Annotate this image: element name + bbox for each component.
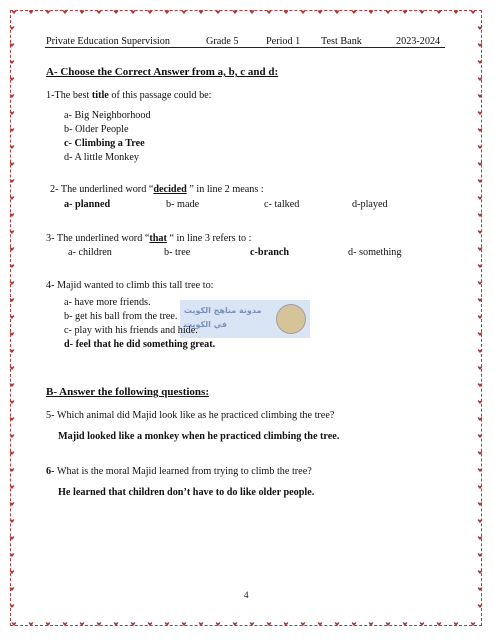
watermark-line-2: في الكويت — [184, 320, 228, 329]
q4-option-d: d- feel that he did something great. — [64, 339, 216, 350]
q4-option-c: c- play with his friends and hide. — [64, 325, 198, 336]
header-period: Period 1 — [266, 36, 301, 47]
q2-option-a: a- planned — [64, 199, 111, 210]
q1-option-d: d- A little Monkey — [64, 152, 139, 163]
header-year: 2023-2024 — [396, 36, 441, 47]
q1-stem-post: of this passage could be: — [108, 90, 212, 101]
q2-stem-pre: 2- The underlined word “ — [50, 184, 154, 195]
q6-number: 6- — [46, 466, 55, 477]
q1-option-c: c- Climbing a Tree — [64, 138, 145, 149]
q4-option-b: b- get his ball from the tree. — [64, 311, 178, 322]
q3-stem-pre: 3- The underlined word “ — [46, 233, 150, 244]
q1-stem-pre: 1-The best — [46, 90, 92, 101]
header-grade: Grade 5 — [206, 36, 239, 47]
q3-stem-post: “ in line 3 refers to : — [166, 233, 252, 244]
section-b-heading: B- Answer the following questions: — [46, 386, 209, 398]
q4-stem: 4- Majid wanted to climb this tall tree to: — [46, 280, 214, 291]
q3-option-d: d- something — [348, 247, 402, 258]
q1-keyword: title — [91, 90, 109, 101]
q3-stem — [46, 233, 252, 245]
q6-stem-text: What is the moral Majid learned from trying to climb the tree? — [54, 466, 312, 477]
watermark — [180, 300, 310, 338]
header-rule — [45, 47, 445, 48]
q2-option-d: d-played — [352, 199, 388, 210]
q6-stem — [46, 466, 312, 478]
q3-keyword: that — [149, 233, 167, 244]
q2-stem-post: ” in line 2 means : — [186, 184, 264, 195]
section-a-heading: A- Choose the Correct Answer from a, b, c and d: — [46, 66, 279, 78]
q2-stem — [50, 184, 264, 196]
q2-option-b: b- made — [166, 199, 200, 210]
q6-answer: He learned that children don’t have to do like older people. — [58, 487, 315, 498]
header-org: Private Education Supervision — [46, 36, 170, 47]
q1-option-b: b- Older People — [64, 124, 129, 135]
header-bank: Test Bank — [321, 36, 362, 47]
q3-option-a: a- children — [68, 247, 112, 258]
page-number: 4 — [244, 590, 249, 600]
q2-option-c: c- talked — [264, 199, 300, 210]
q1-stem — [46, 90, 212, 102]
q3-option-b: b- tree — [164, 247, 191, 258]
q5-answer: Majid looked like a monkey when he practiced climbing the tree. — [58, 431, 340, 442]
q1-option-a: a- Big Neighborhood — [64, 110, 151, 121]
watermark-line-1: مدونة مناهج الكويت — [184, 306, 262, 315]
q5-stem: 5- Which animal did Majid look like as he practiced climbing the tree? — [46, 410, 335, 421]
q4-option-a: a- have more friends. — [64, 297, 151, 308]
q3-option-c: c-branch — [250, 247, 290, 258]
watermark-seal — [276, 304, 306, 334]
q2-keyword: decided — [153, 184, 187, 195]
